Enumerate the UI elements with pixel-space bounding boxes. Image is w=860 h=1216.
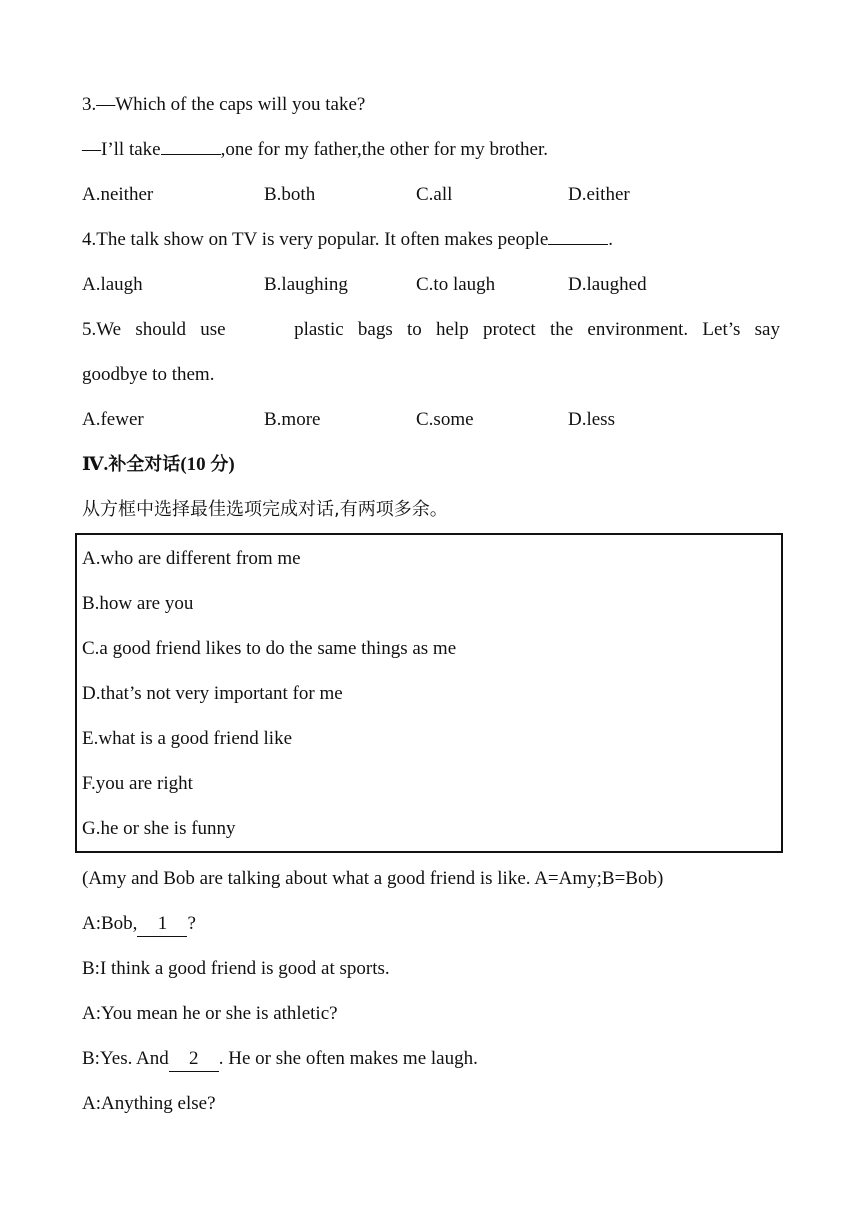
- q5-word: protect: [482, 319, 536, 340]
- q5-option-b: B.more: [264, 409, 321, 430]
- q4-option-a: A.laugh: [82, 274, 143, 295]
- q5-word: bags: [357, 319, 393, 340]
- q3-blank: [161, 138, 221, 155]
- section-score-close: ): [228, 454, 235, 475]
- box-option-b: B.how are you: [82, 593, 194, 614]
- q5-word: Let’s: [702, 319, 741, 340]
- box-option-c: C.a good friend likes to do the same things as me: [82, 638, 457, 659]
- q5-blank: [240, 318, 280, 342]
- dialogue-line-3: A:You mean he or she is athletic?: [82, 1003, 338, 1024]
- q5-word: environment.: [587, 319, 689, 340]
- section-heading: [82, 453, 235, 477]
- q5-option-a: A.fewer: [82, 409, 144, 430]
- q5-stem-line2: goodbye to them.: [82, 364, 215, 385]
- q3-stem: 3.—Which of the caps will you take?: [82, 94, 366, 115]
- section-title: 补全对话: [108, 454, 181, 475]
- q3-answer-pre: —I’ll take: [82, 139, 161, 160]
- q3-answer-post: ,one for my father,the other for my brother.: [220, 139, 549, 160]
- q3-option-c: C.all: [416, 184, 453, 205]
- q5-word: to: [406, 319, 422, 340]
- section-number: Ⅳ.: [82, 454, 109, 475]
- q4-option-d: D.laughed: [568, 274, 647, 295]
- q4-stem-pre: 4.The talk show on TV is very popular. It often makes people: [82, 229, 549, 250]
- dialogue-blank-1: 1: [137, 912, 187, 937]
- q5-word: help: [435, 319, 469, 340]
- q5-option-d: D.less: [568, 409, 615, 430]
- q3-option-b: B.both: [264, 184, 316, 205]
- q5-word: 5.We: [82, 319, 122, 340]
- section-instruction: 从方框中选择最佳选项完成对话,有两项多余。: [82, 499, 448, 520]
- q5-stem-line1: [82, 318, 780, 342]
- q3-option-a: A.neither: [82, 184, 154, 205]
- box-option-e: E.what is a good friend like: [82, 728, 293, 749]
- q4-stem: [82, 228, 613, 252]
- box-option-d: D.that’s not very important for me: [82, 683, 343, 704]
- box-option-a: A.who are different from me: [82, 548, 301, 569]
- dialogue-line-4-pre: B:Yes. And: [82, 1048, 169, 1069]
- dialogue-line-1-post: ?: [187, 913, 196, 934]
- q4-option-c: C.to laugh: [416, 274, 496, 295]
- q5-word: should: [135, 319, 187, 340]
- dialogue-line-1-pre: A:Bob,: [82, 913, 138, 934]
- dialogue-line-5: A:Anything else?: [82, 1093, 216, 1114]
- q5-option-c: C.some: [416, 409, 474, 430]
- box-option-g: G.he or she is funny: [82, 818, 236, 839]
- q4-stem-post: .: [608, 229, 614, 250]
- q5-word: use: [200, 319, 226, 340]
- q4-blank: [548, 228, 608, 245]
- dialogue-intro: (Amy and Bob are talking about what a good friend is like. A=Amy;B=Bob): [82, 868, 664, 889]
- q5-word: say: [754, 319, 780, 340]
- q5-word: the: [549, 319, 574, 340]
- dialogue-blank-2: 2: [169, 1047, 219, 1072]
- dialogue-line-4-post: . He or she often makes me laugh.: [218, 1048, 478, 1069]
- q4-option-b: B.laughing: [264, 274, 348, 295]
- q3-answer-line: [82, 138, 548, 162]
- dialogue-line-2: B:I think a good friend is good at sports.: [82, 958, 390, 979]
- dialogue-line-4: [82, 1047, 478, 1072]
- q5-word: plastic: [294, 319, 344, 340]
- dialogue-line-1: [82, 912, 196, 937]
- box-option-f: F.you are right: [82, 773, 193, 794]
- section-score-unit: 分: [210, 454, 229, 475]
- section-score-open: (10: [180, 454, 211, 475]
- q3-option-d: D.either: [568, 184, 630, 205]
